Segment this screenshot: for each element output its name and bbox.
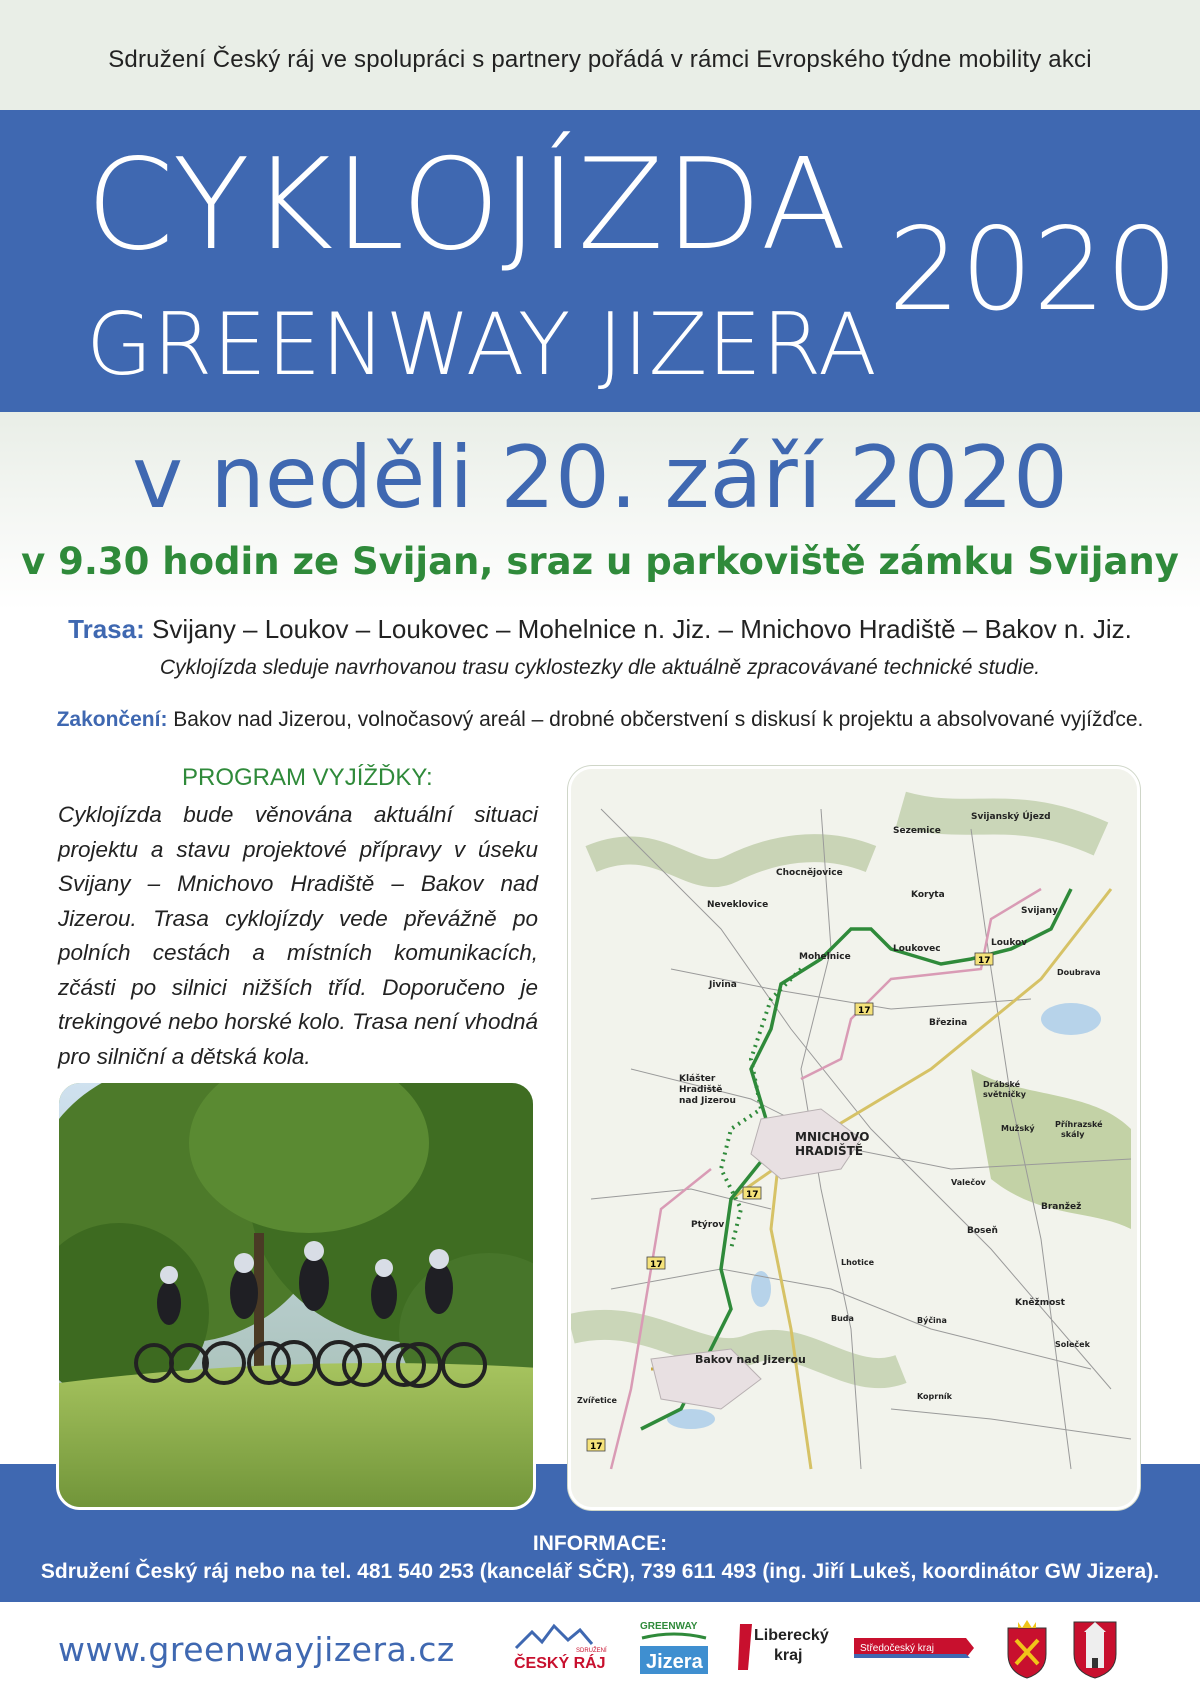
map-label-loukov: Loukov: [991, 938, 1028, 948]
map-label-mohelnice: Mohelnice: [799, 952, 851, 962]
road-shield-2: [855, 1003, 873, 1016]
map-label-zvirotice: Zvířetice: [577, 1396, 617, 1405]
cesky-raj-logo-small: SDRUŽENÍ: [576, 1648, 607, 1654]
route-label: Trasa:: [68, 614, 145, 644]
map-label-mnichovo-1: MNICHOVO: [795, 1130, 870, 1144]
intro-text: Sdružení Český ráj ve spolupráci s partnery pořádá v rámci Evropského týdne mobility akci: [108, 46, 1092, 73]
svg-text:17: 17: [746, 1190, 759, 1200]
route-note: Cyklojízda sleduje navrhovanou trasu cyklostezky dle aktuálně zpracovávané technické studie.: [159, 656, 1041, 679]
info-title: INFORMACE:: [532, 1532, 668, 1555]
svg-text:17: 17: [650, 1260, 663, 1270]
town-coat-of-arms-icon: [1070, 1618, 1120, 1680]
route-map: [568, 766, 1140, 1510]
title-line-2: GREENWAY JIZERA: [86, 295, 877, 395]
svg-text:17: 17: [978, 956, 991, 966]
map-label-koprnik: Koprník: [917, 1392, 952, 1401]
map-label-jivina: Jivina: [709, 980, 737, 990]
svg-text:17: 17: [590, 1442, 603, 1452]
road-shield-3: [743, 1187, 761, 1200]
liberecky-logo-1: Liberecký: [754, 1627, 829, 1644]
website-link[interactable]: www.greenwayjizera.cz: [58, 1630, 455, 1669]
map-label-svijansky-ujezd: Svijanský Újezd: [971, 812, 1051, 822]
greenway-jizera-logo: [638, 1618, 710, 1680]
map-label-solecek: Soleček: [1055, 1340, 1090, 1349]
info-text: Sdružení Český ráj nebo na tel. 481 540 253 (kancelář SČR), 739 611 493 (ing. Jiří Lukeš, koordinátor GW Jizera).: [40, 1560, 1160, 1583]
cyclists-photo-graphic: [59, 1083, 536, 1510]
map-label-klaster-2: Hradiště: [679, 1085, 723, 1095]
map-label-lhotice: Lhotice: [841, 1258, 875, 1267]
map-label-bosen: Boseň: [967, 1226, 998, 1236]
map-label-koryta: Koryta: [911, 890, 945, 900]
route-map-graphic: [571, 769, 1140, 1510]
svg-text:17: 17: [858, 1006, 871, 1016]
map-label-ptyrov: Ptýrov: [691, 1220, 725, 1230]
end-line: [0, 708, 1200, 732]
road-shield-5: [587, 1439, 605, 1452]
map-label-klaster-3: nad Jizerou: [679, 1096, 736, 1106]
town-crest-icon: [1004, 1618, 1050, 1680]
program-text: Cyklojízda bude věnována aktuální situaci projektu a stavu projektové přípravy v úseku Svijany – Mnichovo Hradiště – Bakov nad Jizerou. Trasa cyklojízdy vede převážně po polních cestách a místních komunikacích, zčásti po silnici nižších tříd. Doporučeno je trekingové nebo horské kolo. Trasa není vhodná pro silniční a dětská kola.: [58, 802, 538, 1069]
map-label-neveklovice: Neveklovice: [707, 900, 769, 910]
title-year: 2020: [888, 203, 1179, 336]
map-label-muzsky: Mužský: [1001, 1124, 1035, 1133]
stredocesky-kraj-logo: [852, 1618, 976, 1680]
route-line: [0, 614, 1200, 645]
map-label-klaster-1: Klášter: [679, 1074, 716, 1084]
map-label-prihrazske-2: skály: [1061, 1130, 1085, 1139]
event-date: v neděli 20. září 2020: [132, 428, 1068, 528]
map-label-branzez: Branžež: [1041, 1202, 1082, 1212]
liberecky-kraj-logo: [734, 1618, 830, 1680]
map-label-valecov: Valečov: [951, 1178, 986, 1187]
map-label-bycina: Býčina: [917, 1316, 947, 1325]
map-label-doubrava: Doubrava: [1057, 968, 1101, 977]
map-label-drabske-1: Drábské: [983, 1080, 1021, 1089]
title-band: [0, 110, 1200, 412]
cesky-raj-logo: [512, 1618, 612, 1680]
greenway-logo-top: GREENWAY: [640, 1621, 698, 1632]
map-label-drabske-2: světničky: [983, 1090, 1026, 1099]
route-text: Svijany – Loukov – Loukovec – Mohelnice n. Jiz. – Mnichovo Hradiště – Bakov n. Jiz.: [152, 614, 1132, 644]
map-label-mnichovo-2: HRADIŠTĚ: [795, 1144, 864, 1158]
map-label-brezina: Březina: [929, 1018, 968, 1028]
program-title: PROGRAM VYJÍŽĎKY:: [182, 764, 433, 791]
cyclists-photo: [56, 1080, 536, 1510]
stredocesky-logo-text: Středočeský kraj: [860, 1643, 934, 1654]
map-label-bakov: Bakov nad Jizerou: [695, 1353, 806, 1366]
road-shield-4: [647, 1257, 665, 1270]
map-label-knezmost: Kněžmost: [1015, 1298, 1065, 1308]
end-text: Bakov nad Jizerou, volnočasový areál – drobné občerstvení s diskusí k projektu a absolvované vyjížďce.: [173, 708, 1144, 731]
road-shield-1: [975, 953, 993, 966]
map-label-svijany: Svijany: [1021, 906, 1058, 916]
end-label: Zakončení:: [56, 708, 168, 731]
map-label-buda: Buda: [831, 1314, 854, 1323]
map-label-prihrazske-1: Příhrazské: [1055, 1120, 1103, 1129]
greenway-logo-bottom: Jizera: [646, 1651, 703, 1673]
event-time-place: v 9.30 hodin ze Svijan, sraz u parkoviště zámku Svijany: [21, 540, 1179, 583]
map-label-sezemice: Sezemice: [893, 826, 941, 836]
map-label-loukovec: Loukovec: [893, 944, 941, 954]
map-label-chocnejovice: Chocnějovice: [776, 868, 843, 878]
liberecky-logo-2: kraj: [774, 1647, 803, 1664]
title-line-1: CYKLOJÍZDA: [86, 131, 848, 278]
cesky-raj-logo-text: ČESKÝ RÁJ: [514, 1655, 606, 1672]
